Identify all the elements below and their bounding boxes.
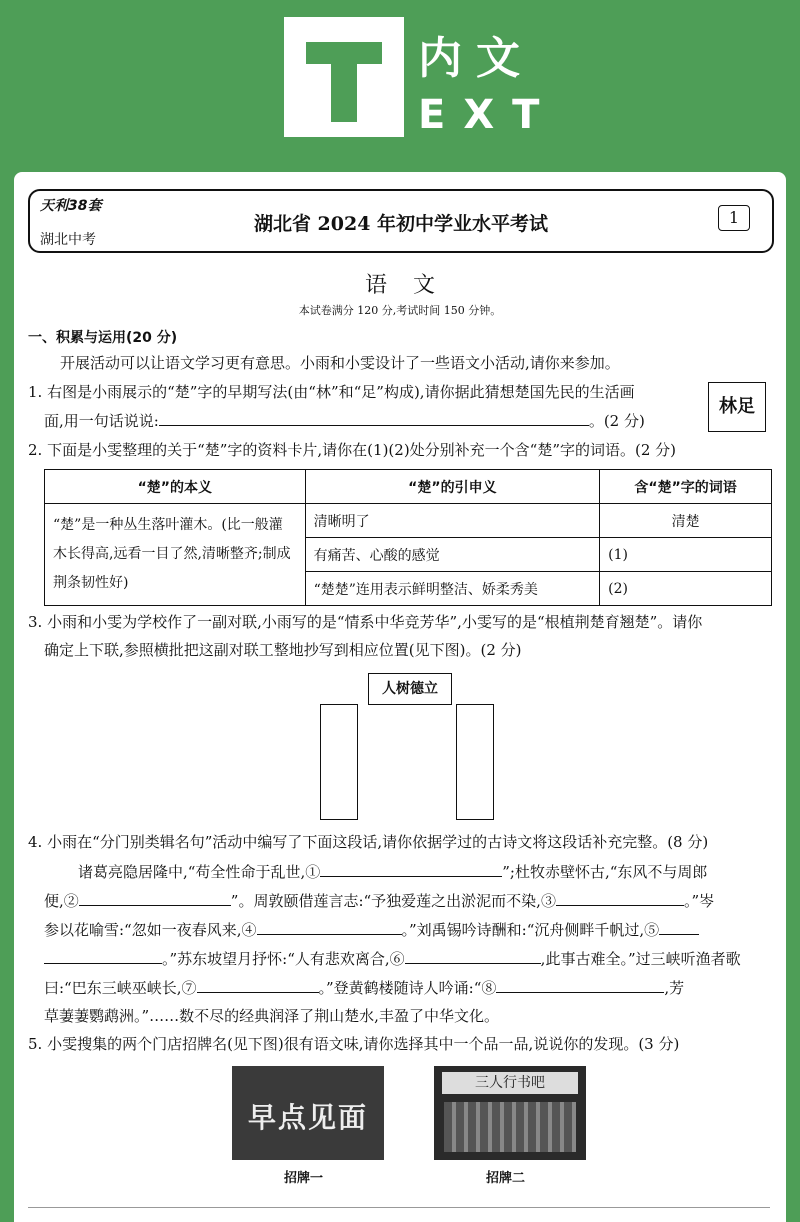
answer-cell-1[interactable]: (1)	[600, 538, 772, 572]
q4-text: 。”登黄鹤楼随诗人吟诵:“⑧	[318, 979, 497, 997]
table-header-cell: “楚”的本义	[45, 470, 306, 504]
q4-para-line	[78, 861, 707, 882]
exam-paper	[14, 172, 786, 1222]
q4-blank-5b[interactable]	[44, 948, 162, 964]
q4-blank-5a[interactable]	[659, 919, 699, 935]
signboard-photo-2	[434, 1066, 586, 1160]
q4-line1: 4. 小雨在“分门别类辑名句”活动中编写了下面这段话,请你依据学过的古诗文将这段话补充完整。(8 分)	[28, 833, 709, 851]
signboard-photo-1	[232, 1066, 384, 1160]
answer-cell-2[interactable]: (2)	[600, 572, 772, 606]
subject-title: 语文	[364, 273, 461, 298]
table-header-cell: 含“楚”字的词语	[600, 470, 772, 504]
q4-text: 。”刘禹锡吟诗酬和:“沉舟侧畔千帆过,⑤	[401, 921, 660, 939]
exam-banner	[28, 189, 774, 253]
table-cell: 清晰明了	[305, 504, 600, 538]
q1-score: 。(2 分)	[588, 412, 645, 430]
table-cell: 清楚	[600, 504, 772, 538]
q1-line2	[44, 410, 645, 431]
q4-blank-7[interactable]	[197, 977, 319, 993]
signboard-1-text: 早点见面	[247, 1101, 368, 1134]
table-header-cell: “楚”的引申义	[305, 470, 600, 504]
header-english: EXT	[418, 92, 558, 138]
q5-line: 5. 小雯搜集的两个门店招牌名(见下图)很有语文味,请你选择其中一个品一品,说说你的发现。(3 分)	[28, 1035, 680, 1053]
q4-text: 便,②	[44, 892, 79, 910]
table-cell: “楚楚”连用表示鲜明整洁、娇柔秀美	[305, 572, 600, 606]
couplet-lower-box[interactable]	[456, 704, 494, 820]
exam-title: 湖北省 2024 年初中学业水平考试	[253, 213, 549, 235]
table-row	[45, 504, 772, 538]
q3-line2: 确定上下联,参照横批把这副对联工整地抄写到相应位置(见下图)。(2 分)	[44, 641, 522, 659]
q1-prompt: 面,用一句话说说:	[44, 412, 159, 430]
page-number: 1	[718, 205, 750, 231]
couplet-upper-box[interactable]	[320, 704, 358, 820]
q3-line1: 3. 小雨和小雯为学校作了一副对联,小雨写的是“情系中华竞芳华”,小雯写的是“根植荆楚育翘楚”。请你	[28, 613, 703, 631]
q4-para-line	[44, 919, 699, 940]
q4-text: ”。周敦颐借莲言志:“予独爱莲之出淤泥而不染,③	[230, 892, 556, 910]
table-header-row	[45, 470, 772, 504]
exam-note: 本试卷满分 120 分,考试时间 150 分钟。	[298, 304, 502, 317]
q4-para-line	[44, 890, 714, 911]
q4-para-line	[44, 977, 684, 998]
q1-line1: 1. 右图是小雨展示的“楚”字的早期写法(由“林”和“足”构成),请你据此猜想楚国先民的生活画	[28, 383, 635, 401]
q4-text: ,芳	[664, 979, 685, 997]
couplet-horizontal: 人树德立	[368, 673, 452, 705]
region-label: 湖北中考	[40, 232, 96, 248]
bookshelf-illustration	[444, 1102, 576, 1152]
q4-blank-1[interactable]	[320, 861, 502, 877]
caption-1: 招牌一	[284, 1171, 324, 1186]
q4-text: 。”苏东坡望月抒怀:“人有悲欢离合,⑥	[162, 950, 405, 968]
q4-blank-6[interactable]	[405, 948, 541, 964]
q4-blank-3[interactable]	[556, 890, 684, 906]
section-heading: 一、积累与运用(20 分)	[28, 330, 178, 346]
table-cell: 有痛苦、心酸的感觉	[305, 538, 600, 572]
q4-blank-8[interactable]	[496, 977, 664, 993]
q4-text: 曰:“巴东三峡巫峡长,⑦	[44, 979, 197, 997]
t-letter-bar	[306, 42, 382, 64]
q4-text: 参以花喻雪:“忽如一夜春风来,④	[44, 921, 257, 939]
caption-2: 招牌二	[486, 1171, 526, 1186]
chu-glyph-image: 林足	[708, 382, 766, 432]
intro-text: 开展活动可以让语文学习更有意思。小雨和小雯设计了一些语文小活动,请你来参加。	[60, 354, 620, 372]
original-meaning-cell: “楚”是一种丛生落叶灌木。(比一般灌木长得高,远看一目了然,清晰整齐;制成荆条韧性好)	[45, 504, 306, 606]
q4-text: 。”岑	[683, 892, 715, 910]
q4-text: ”;杜牧赤壁怀古,“东风不与周郎	[502, 863, 708, 881]
bottom-divider	[28, 1207, 770, 1208]
q4-blank-4[interactable]	[257, 919, 402, 935]
signboard-2-text: 三人行书吧	[442, 1072, 578, 1094]
publisher-logo: 天利38套	[40, 198, 102, 214]
header-chinese: 内文	[418, 33, 534, 84]
q4-blank-2[interactable]	[79, 890, 231, 906]
text-badge	[284, 17, 404, 137]
q4-para-line	[44, 948, 741, 969]
chu-info-table	[44, 469, 772, 606]
q4-text: 诸葛亮隐居隆中,“苟全性命于乱世,①	[78, 863, 321, 881]
q1-answer-blank[interactable]	[159, 410, 589, 426]
q4-para-line: 草萋萋鹦鹉洲。”……数不尽的经典润泽了荆山楚水,丰盈了中华文化。	[44, 1007, 499, 1025]
t-letter-stem	[331, 64, 357, 122]
q4-text: ,此事古难全。”过三峡听渔者歌	[540, 950, 741, 968]
q2-line: 2. 下面是小雯整理的关于“楚”字的资料卡片,请你在(1)(2)处分别补充一个含“楚”字的词语。(2 分)	[28, 441, 677, 459]
